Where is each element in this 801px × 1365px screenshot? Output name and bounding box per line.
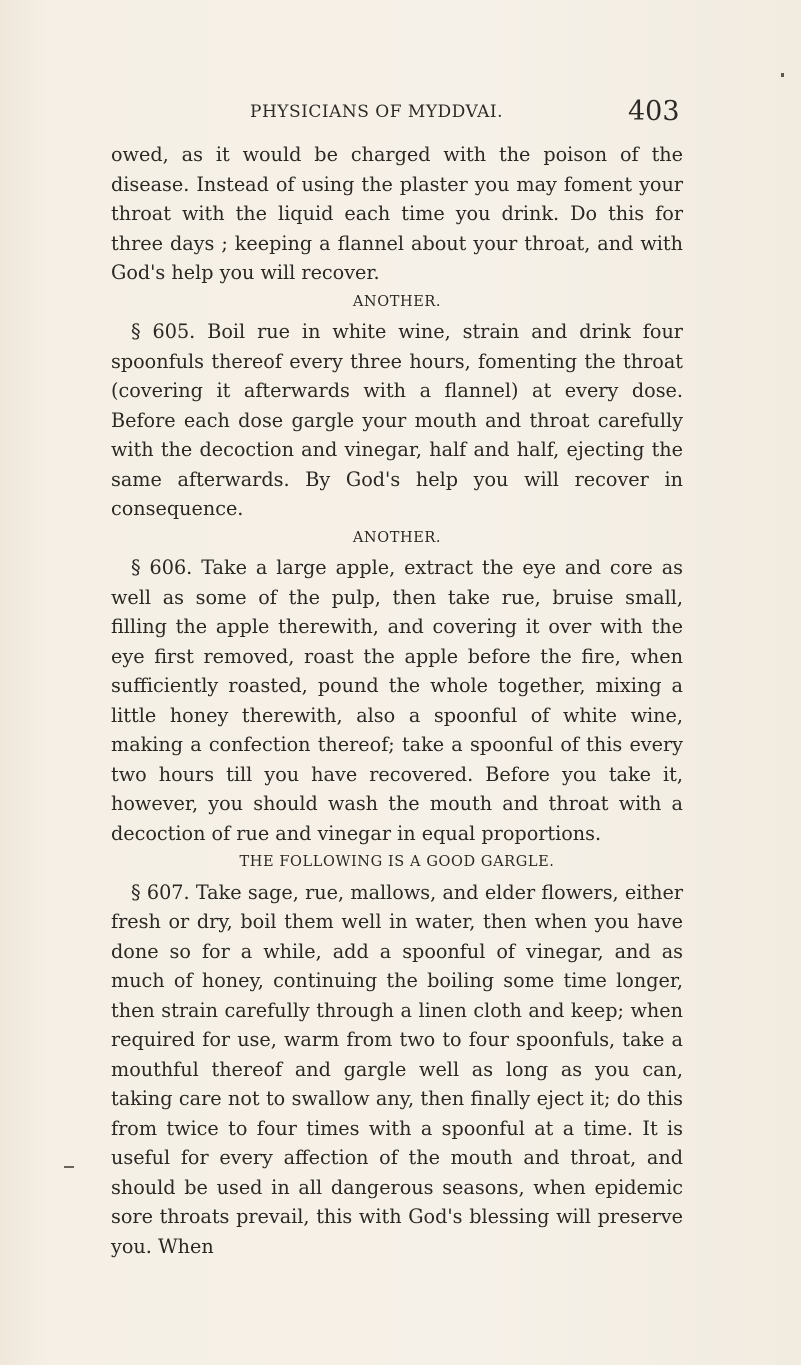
section-606: [111, 553, 683, 848]
running-head: PHYSICIANS OF MYDDVAI.: [250, 102, 504, 122]
section-607: [111, 878, 683, 1262]
section-text: Take a large apple, extract the eye and core as well as some of the pulp, then take rue, bruise small, filling the apple therewith, and covering it over with the eye first removed, roast the apple before the fire, when sufficiently roasted, pound the whole together, mixing a little honey therewith, also a spoonful of white wine, making a confection thereof; take a spoonful of this every two hours till you have recovered. Before you take it, however, you should wash the mouth and throat with a decoction of rue and vinegar in equal proportions.: [111, 556, 683, 845]
section-605: [111, 317, 683, 524]
section-number: § 607.: [131, 880, 190, 904]
section-number: § 605.: [131, 320, 196, 343]
section-heading: THE FOLLOWING IS A GOOD GARGLE.: [239, 854, 555, 870]
section-number: § 606.: [131, 556, 193, 579]
section-heading: ANOTHER.: [352, 293, 442, 310]
section-text: Boil rue in white wine, strain and drink four spoonfuls thereof every three hours, fomenting the throat (covering it afterwards with a flannel) at every dose. Before each dose gargle your mouth and throat carefully with the decoction and vinegar, half and half, ejecting the same afterwards. By God's help you will recover in consequence.: [111, 320, 683, 520]
section-text: Take sage, rue, mallows, and elder flowers, either fresh or dry, boil them well in water, then when you have done so for a while, add a spoonful of vinegar, and as much of honey, continuing the boiling some time longer, then strain carefully through a linen cloth and keep; when required for use, warm from two to four spoonfuls, take a mouthful thereof and gargle well as long as you can, taking care not to swallow any, then finally eject it; do this from twice to four times with a spoonful at a time. It is useful for every affection of the mouth and throat, and should be used in all dangerous seasons, when epidemic sore throats prevail, this with God's blessing will preserve you. When: [111, 880, 683, 1258]
paragraph-continuation: owed, as it would be charged with the poison of the disease. Instead of using the plaster you may foment your throat with the liquid each time you drink. Do this for three days ; keeping a flannel about your throat, and with God's help you will recover.: [111, 143, 683, 284]
page-speck: [781, 73, 784, 77]
section-heading: ANOTHER.: [352, 529, 442, 546]
margin-mark: [64, 1166, 74, 1168]
page-number: 403: [628, 96, 680, 127]
body-text: [111, 140, 683, 1261]
